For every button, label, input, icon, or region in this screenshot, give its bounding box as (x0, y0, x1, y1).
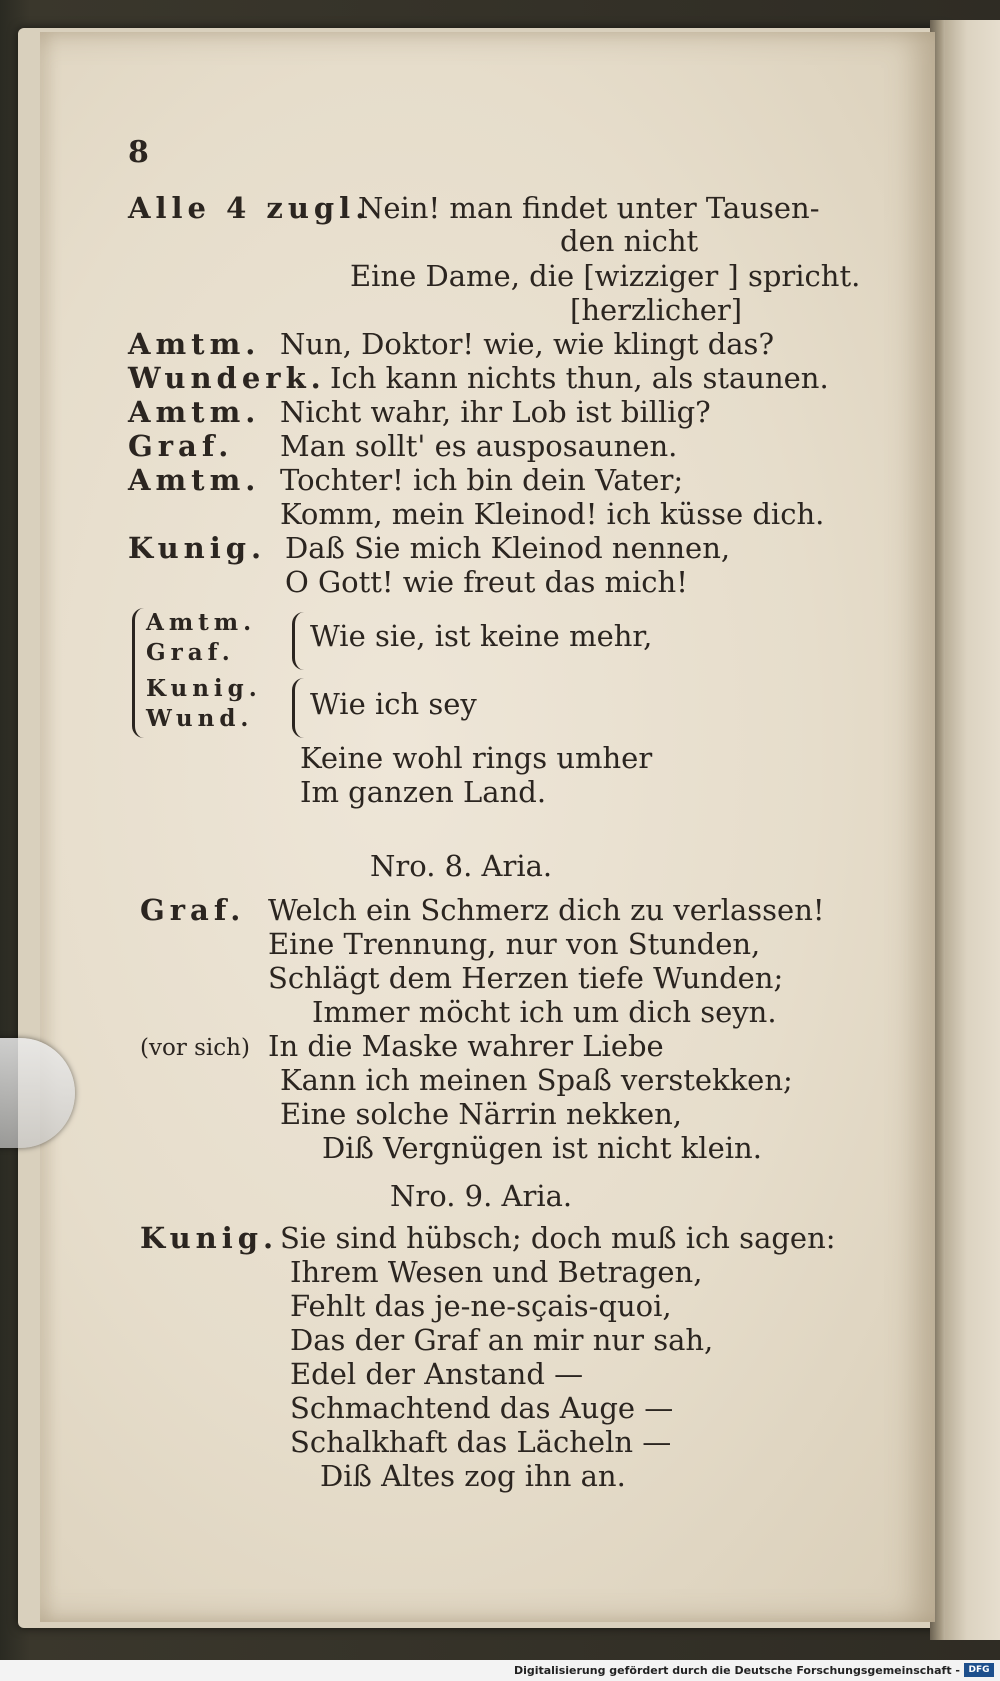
aria9-verse-5: Edel der Anstand — (290, 1357, 584, 1391)
group-speaker-graf: Graf. (146, 639, 235, 666)
group-speaker-wund: Wund. (146, 705, 254, 732)
group-line-a: Wie sie, ist (310, 619, 471, 653)
footer-credit: Digitalisierung gefördert durch die Deutsche Forschungsgemeinschaft - (513, 1664, 960, 1677)
aria8-verse-4: Immer möcht ich um dich seyn. (312, 995, 777, 1029)
line-alle-3: Eine Dame, die [wizziger ] spricht. (350, 259, 861, 293)
page-number: 8 (128, 135, 149, 170)
aria8-verse-6: Kann ich meinen Spaß verstekken; (280, 1063, 793, 1097)
group-speaker-amtm: Amtm. (146, 609, 257, 636)
aria8-verse-2: Eine Trennung, nur von Stunden, (268, 927, 761, 961)
group-speaker-kunig: Kunig. (146, 675, 262, 702)
speaker-amtm-1: Amtm. (128, 327, 261, 361)
aria9-verse-1: Sie sind hübsch; doch muß ich sagen: (280, 1221, 836, 1255)
speaker-alle: Alle 4 zugl. (128, 191, 371, 225)
line-kunig-1a: Daß Sie mich Kleinod nennen, (285, 531, 731, 565)
aria8-verse-3: Schlägt dem Herzen tiefe Wunden; (268, 961, 784, 995)
book-page (40, 32, 935, 1622)
line-alle-2: den nicht (560, 224, 699, 258)
group-line-c: Wie ich sey (310, 687, 477, 721)
speaker-graf-1: Graf. (128, 429, 234, 463)
group-line-d: Keine wohl rings umher (300, 741, 653, 775)
stage-direction-aside: (vor sich) (140, 1035, 250, 1061)
speaker-group-bracket (132, 608, 147, 738)
facing-page (945, 20, 1000, 1640)
aria9-verse-7: Schalkhaft das Lächeln — (290, 1425, 672, 1459)
speaker-kunig-aria9: Kunig. (140, 1221, 279, 1255)
line-alle-1: Nein! man findet unter Tausen- (358, 191, 820, 225)
aria9-verse-6: Schmachtend das Auge — (290, 1391, 674, 1425)
line-amtm-1: Nun, Doktor! wie, wie klingt das? (280, 327, 774, 361)
speaker-wunderk: Wunderk. (128, 361, 326, 395)
line-kunig-1b: O Gott! wie freut das mich! (285, 565, 688, 599)
line-graf-1: Man sollt' es ausposaunen. (280, 429, 678, 463)
aria9-verse-8: Diß Altes zog ihn an. (320, 1459, 626, 1493)
line-alle-4: [herzlicher] (570, 293, 743, 327)
aria8-verse-5: In die Maske wahrer Liebe (268, 1029, 664, 1063)
heading-nro-9: Nro. 9. Aria. (390, 1179, 573, 1213)
speaker-amtm-2: Amtm. (128, 395, 261, 429)
aria8-verse-1: Welch ein Schmerz dich zu verlassen! (268, 893, 825, 927)
aria9-verse-3: Fehlt das je-ne-sçais-quoi, (290, 1289, 672, 1323)
aria9-verse-2: Ihrem Wesen und Betragen, (290, 1255, 703, 1289)
aria8-verse-8: Diß Vergnügen ist nicht klein. (322, 1131, 762, 1165)
speaker-graf-aria8: Graf. (140, 893, 246, 927)
speaker-amtm-3: Amtm. (128, 463, 261, 497)
aria9-verse-4: Das der Graf an mir nur sah, (290, 1323, 714, 1357)
dfg-logo: DFG (964, 1663, 994, 1677)
group-line-e: Im ganzen Land. (300, 775, 547, 809)
footer-bar (0, 1660, 1000, 1681)
bracket-b (292, 678, 305, 738)
speaker-kunig-1: Kunig. (128, 531, 267, 565)
aria8-verse-7: Eine solche Närrin nekken, (280, 1097, 683, 1131)
heading-nro-8: Nro. 8. Aria. (370, 849, 553, 883)
group-line-b: keine mehr, (480, 619, 653, 653)
line-amtm-3a: Tochter! ich bin dein Vater; (280, 463, 684, 497)
line-amtm-2: Nicht wahr, ihr Lob ist billig? (280, 395, 711, 429)
line-amtm-3b: Komm, mein Kleinod! ich küsse dich. (280, 497, 825, 531)
bracket-a (292, 612, 305, 670)
line-wunderk: Ich kann nichts thun, als staunen. (330, 361, 829, 395)
